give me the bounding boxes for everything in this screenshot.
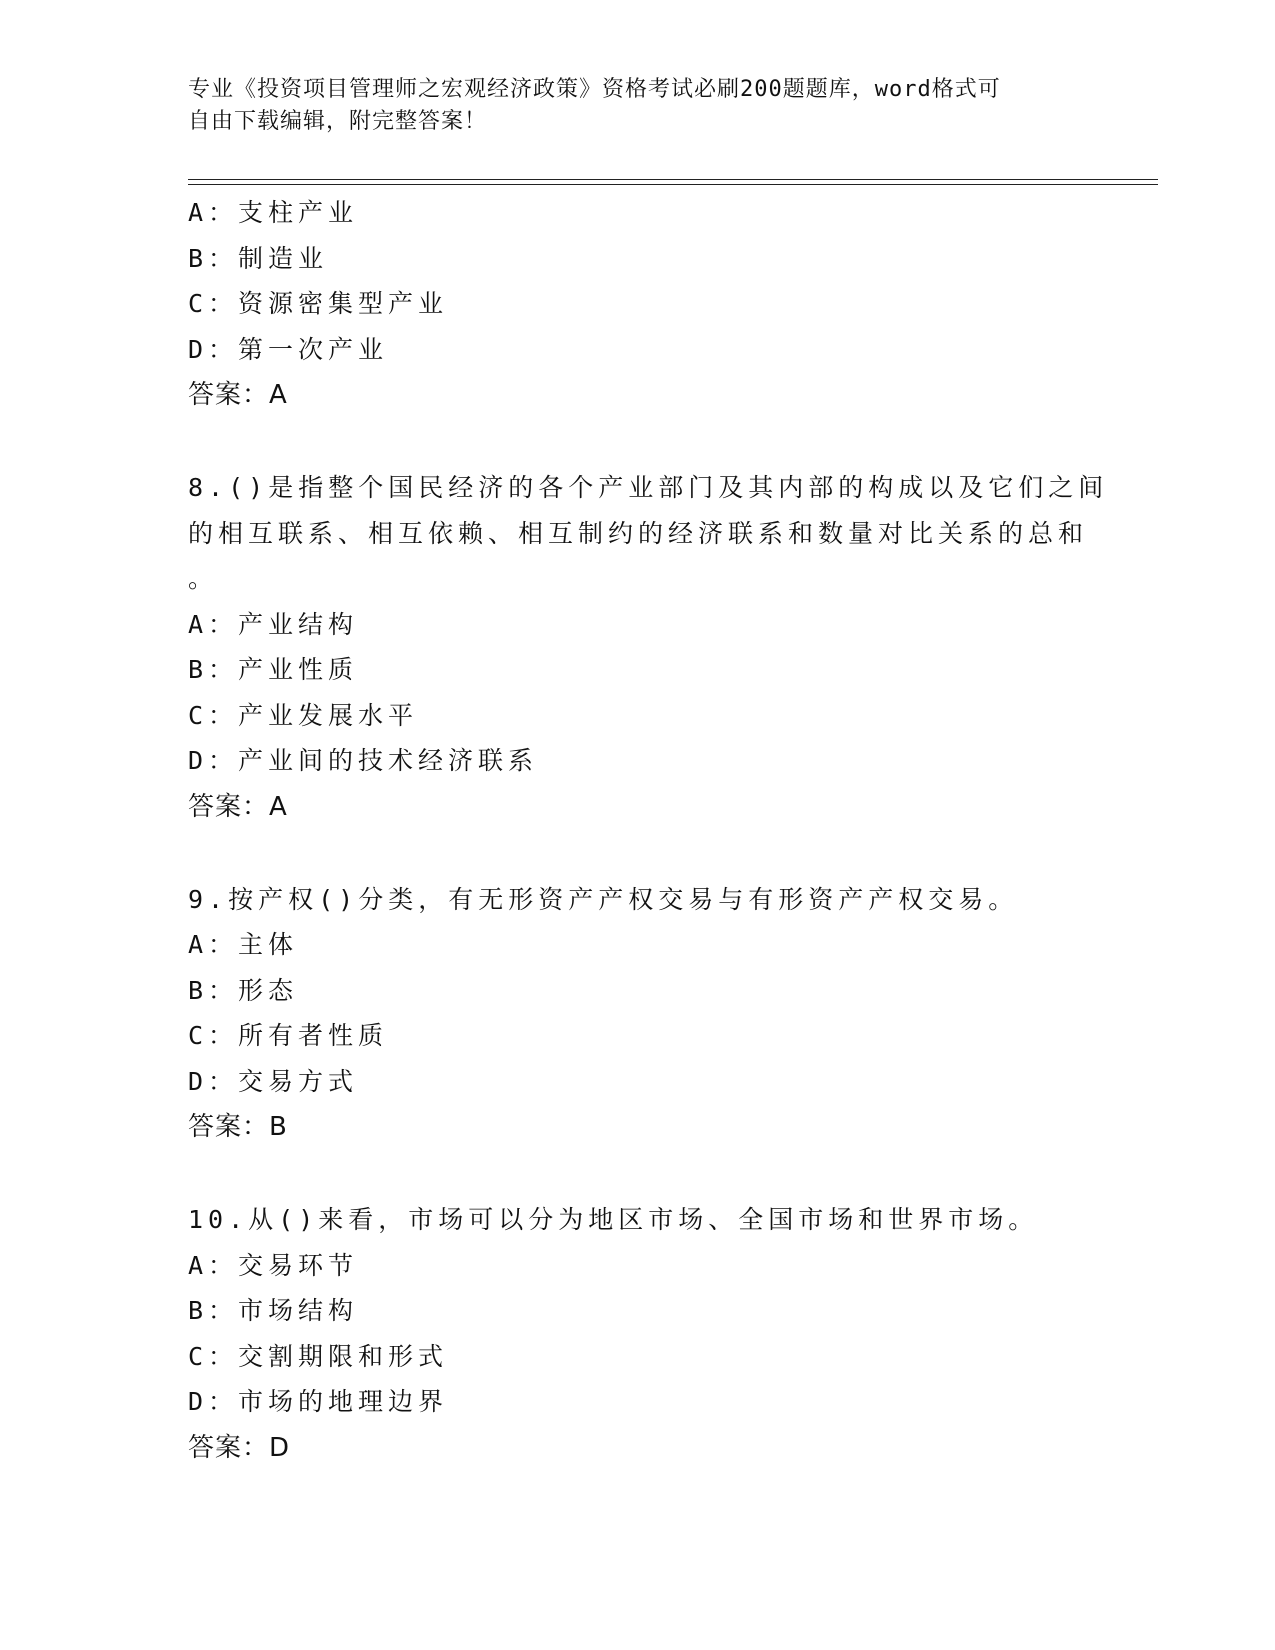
option-d: D：产业间的技术经济联系	[188, 746, 539, 775]
answer: 答案：A	[188, 791, 288, 822]
header-line-1: 专业《投资项目管理师之宏观经济政策》资格考试必刷200题题库，word格式可	[188, 77, 1001, 102]
header-divider-bottom	[188, 184, 1158, 185]
option-d: D：第一次产业	[188, 334, 389, 364]
answer: 答案：B	[188, 1112, 288, 1142]
question-stem: 9.按产权()分类，有无形资产产权交易与有形资产产权交易。	[188, 884, 1019, 914]
document-header	[188, 74, 1088, 138]
option-d: D：交易方式	[188, 1066, 359, 1096]
question-list	[188, 190, 1109, 1471]
option-c: C：所有者性质	[188, 1021, 389, 1050]
option-a: A：产业结构	[188, 609, 359, 639]
question-8	[188, 465, 1109, 830]
question-7	[188, 190, 1088, 418]
option-b: B：制造业	[188, 243, 329, 273]
answer: 答案：D	[188, 1432, 291, 1463]
option-d: D：市场的地理边界	[188, 1387, 449, 1416]
header-line-2: 自由下载编辑，附完整答案！	[188, 109, 488, 134]
option-a: A：主体	[188, 930, 299, 959]
header-divider-top	[188, 179, 1158, 180]
option-b: B：市场结构	[188, 1296, 359, 1325]
option-c: C：资源密集型产业	[188, 289, 449, 318]
option-a: A：支柱产业	[188, 198, 359, 227]
option-c: C：产业发展水平	[188, 700, 419, 730]
question-10	[188, 1197, 1088, 1471]
spacer	[188, 418, 1088, 465]
option-b: B：产业性质	[188, 655, 359, 684]
question-stem: 10.从()来看，市场可以分为地区市场、全国市场和世界市场。	[188, 1205, 1039, 1234]
question-stem-line-2: 的相互联系、相互依赖、相互制约的经济联系和数量对比关系的总和	[188, 518, 1089, 548]
spacer	[188, 1150, 1088, 1197]
question-stem-line-1: 8.()是指整个国民经济的各个产业部门及其内部的构成以及它们之间	[188, 473, 1109, 502]
question-9	[188, 877, 1088, 1151]
option-b: B：形态	[188, 975, 299, 1005]
option-a: A：交易环节	[188, 1250, 359, 1280]
answer: 答案：A	[188, 380, 288, 410]
question-stem-line-3: 。	[188, 564, 219, 593]
spacer	[188, 830, 1088, 877]
option-c: C：交割期限和形式	[188, 1341, 449, 1371]
